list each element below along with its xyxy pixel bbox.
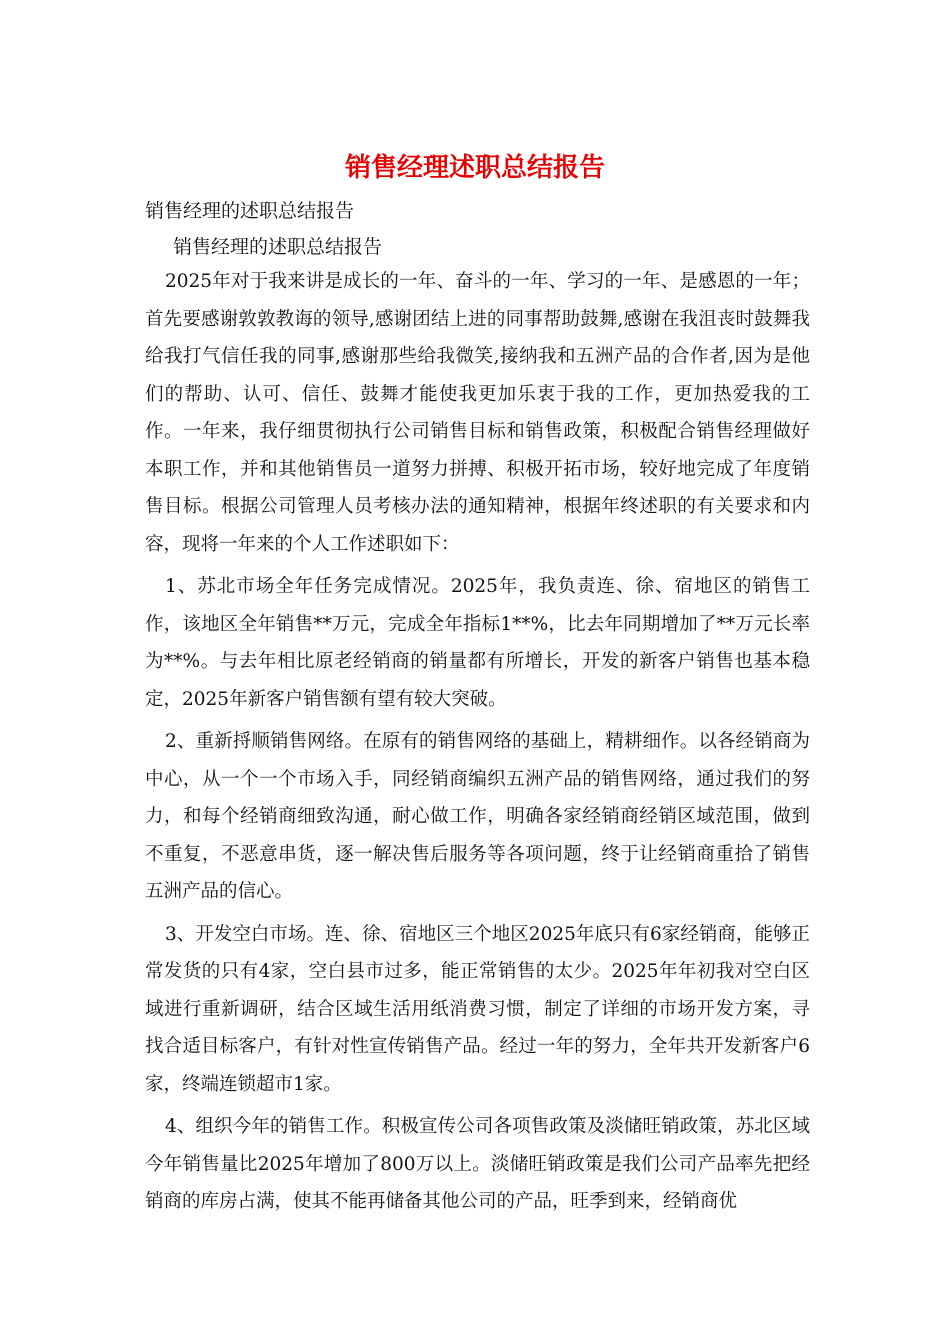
- paragraph-item-3: 3、开发空白市场。连、徐、宿地区三个地区2025年底只有6家经销商，能够正常发货的只有4家，空白县市过多，能正常销售的太少。2025年年初我对空白区域进行重新调研，结合区域生活用纸消费习惯，制定了详细的市场开发方案，寻找合适目标客户，有针对性宣传销售产品。经过一年的努力，全年共开发新客户6家，终端连锁超市1家。: [145, 923, 810, 1095]
- document-body: [145, 263, 810, 1226]
- paragraph-item-2: 2、重新捋顺销售网络。在原有的销售网络的基础上，精耕细作。以各经销商为中心，从一个一个市场入手，同经销商编织五洲产品的销售网络，通过我们的努力，和每个经销商细致沟通，耐心做工作，明确各家经销商经销区域范围，做到不重复，不恶意串货，逐一解决售后服务等各项问题，终于让经销商重拾了销售五洲产品的信心。: [145, 731, 810, 902]
- paragraph-item-1: 1、苏北市场全年任务完成情况。2025年，我负责连、徐、宿地区的销售工作，该地区全年销售**万元，完成全年指标1**%，比去年同期增加了**万元长率为**%。与去年相比原老经销商的销量都有所增长，开发的新客户销售也基本稳定，2025年新客户销售额有望有较大突破。: [145, 576, 810, 710]
- document-subtitle: 销售经理的述职总结报告: [145, 200, 355, 222]
- paragraph-intro: 2025年对于我来讲是成长的一年、奋斗的一年、学习的一年、是感恩的一年；首先要感谢敦敦教诲的领导,感谢团结上进的同事帮助鼓舞,感谢在我沮丧时鼓舞我给我打气信任我的同事,感谢那些给我微笑,接纳我和五洲产品的合作者,因为是他们的帮助、认可、信任、鼓舞才能使我更加乐衷于我的工作，更加热爱我的工作。一年来，我仔细贯彻执行公司销售目标和销售政策，积极配合销售经理做好本职工作，并和其他销售员一道努力拼搏、积极开拓市场，较好地完成了年度销售目标。根据公司管理人员考核办法的通知精神，根据年终述职的有关要求和内容，现将一年来的个人工作述职如下：: [145, 271, 810, 555]
- document-title: 销售经理述职总结报告: [344, 153, 605, 183]
- document-subtitle-repeat: 销售经理的述职总结报告: [173, 236, 383, 258]
- paragraph-item-4: 4、组织今年的销售工作。积极宣传公司各项售政策及淡储旺销政策，苏北区域今年销售量比2025年增加了800万以上。淡储旺销政策是我们公司产品率先把经销商的库房占满，使其不能再储备其他公司的产品，旺季到来，经销商优: [145, 1116, 810, 1212]
